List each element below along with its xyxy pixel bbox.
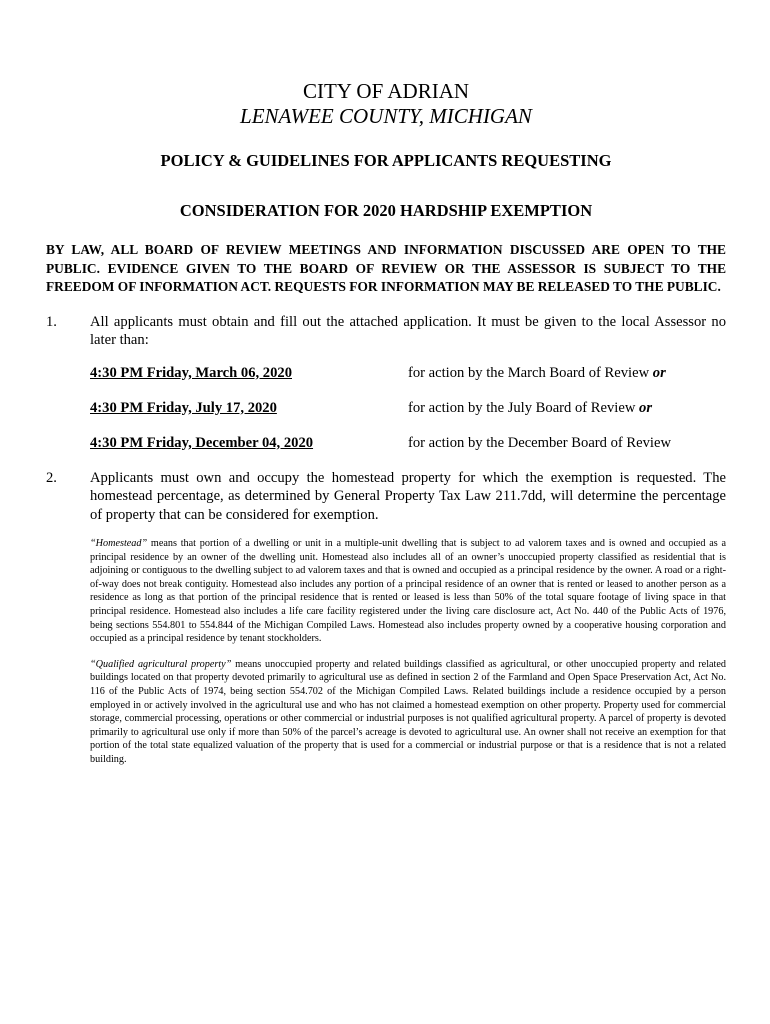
definition-homestead <box>90 537 726 646</box>
deadline-row-march <box>90 364 726 382</box>
list-item-1 <box>46 313 726 350</box>
item-text: All applicants must obtain and fill out the attached application. It must be given to the local Assessor no later than: <box>90 313 726 348</box>
deadline-action-text: for action by the March Board of Review <box>408 364 650 381</box>
item-text: Applicants must own and occupy the homestead property for which the exemption is requested. The homestead percentage, as determined by General Property Tax Law 211.7dd, will determine the percentage of property that can be considered for exemption. <box>90 469 726 523</box>
deadline-list <box>90 364 726 452</box>
deadline-action <box>408 399 652 417</box>
deadline-action <box>408 434 671 452</box>
deadline-row-december <box>90 434 726 452</box>
list-item-2 <box>46 469 726 525</box>
item-number: 2. <box>46 469 57 486</box>
definition-text: means unoccupied property and related buildings classified as agricultural, or other unoccupied property and related buildings located on that property devoted primarily to agricultural use as defined in section 2 of the Farmland and Open Space Preservation Act, Act No. 116 of the Public Acts of 1974, being section 554.702 of the Michigan Compiled Laws. Related buildings include a residence occupied by a person employed in or actively involved in the agricultural use and who has not claimed a homestead exemption on other property. Property used for commercial storage, commercial processing, operations or other commercial or industrial purposes is not qualified agricultural property. A parcel of property is devoted primarily to agricultural use only if more than 50% of the parcel’s acreage is devoted to agricultural use. An owner shall not receive an exemption for that portion of the total state equalized valuation of the property that is used for a commercial or industrial purpose or that is a residence that is not a related building. <box>90 658 726 765</box>
county-title: LENAWEE COUNTY, MICHIGAN <box>240 104 532 128</box>
policy-heading: POLICY & GUIDELINES FOR APPLICANTS REQUESTING <box>160 151 612 170</box>
definition-term: “Qualified agricultural property” <box>90 658 232 670</box>
deadline-suffix: or <box>639 399 653 416</box>
deadline-date: 4:30 PM Friday, March 06, 2020 <box>90 364 292 381</box>
city-title: CITY OF ADRIAN <box>302 79 470 103</box>
public-notice: BY LAW, ALL BOARD OF REVIEW MEETINGS AND INFORMATION DISCUSSED ARE OPEN TO THE PUBLIC. EVIDENCE GIVEN TO THE BOARD OF REVIEW OR THE ASSESSOR IS SUBJECT TO THE FREEDOM OF INFORMATION ACT. REQUESTS FOR INFORMATION MAY BE RELEASED TO THE PUBLIC. <box>46 242 726 294</box>
item-number: 1. <box>46 313 57 330</box>
deadline-action <box>408 364 666 382</box>
deadline-date: 4:30 PM Friday, December 04, 2020 <box>90 434 314 451</box>
definition-agricultural <box>90 658 726 767</box>
definition-text: means that portion of a dwelling or unit in a multiple-unit dwelling that is subject to ad valorem taxes and is owned and occupied as a principal residence by an owner of the dwelling unit. Homestead also includes all of an owner’s unoccupied property classified as residential that is adjoining or contiguous to the dwelling subject to ad valorem taxes and that is owned and occupied as a principal residence by the owner. A road or a right-of-way does not break contiguity. Homestead also includes any portion of a principal residence of an owner that is rented or leased to another person as a residence as long as that portion of the principal residence that is rented or leased is less than 50% of the total square footage of living space in that principal residence. Homestead also includes a life care facility registered under the living care disclosure act, Act No. 440 of the Public Acts of 1976, being sections 554.801 to 554.844 of the Michigan Compiled Laws. Homestead also includes property owned by a cooperative housing corporation and occupied as a principal residence by tenant stockholders. <box>90 538 726 645</box>
deadline-date: 4:30 PM Friday, July 17, 2020 <box>90 399 277 416</box>
deadline-row-july <box>90 399 726 417</box>
deadline-suffix: or <box>652 364 666 381</box>
deadline-action-text: for action by the July Board of Review <box>408 399 636 416</box>
definition-term: “Homestead” <box>90 538 148 549</box>
deadline-action-text: for action by the December Board of Review <box>408 434 671 451</box>
exemption-heading: CONSIDERATION FOR 2020 HARDSHIP EXEMPTION <box>179 201 593 220</box>
